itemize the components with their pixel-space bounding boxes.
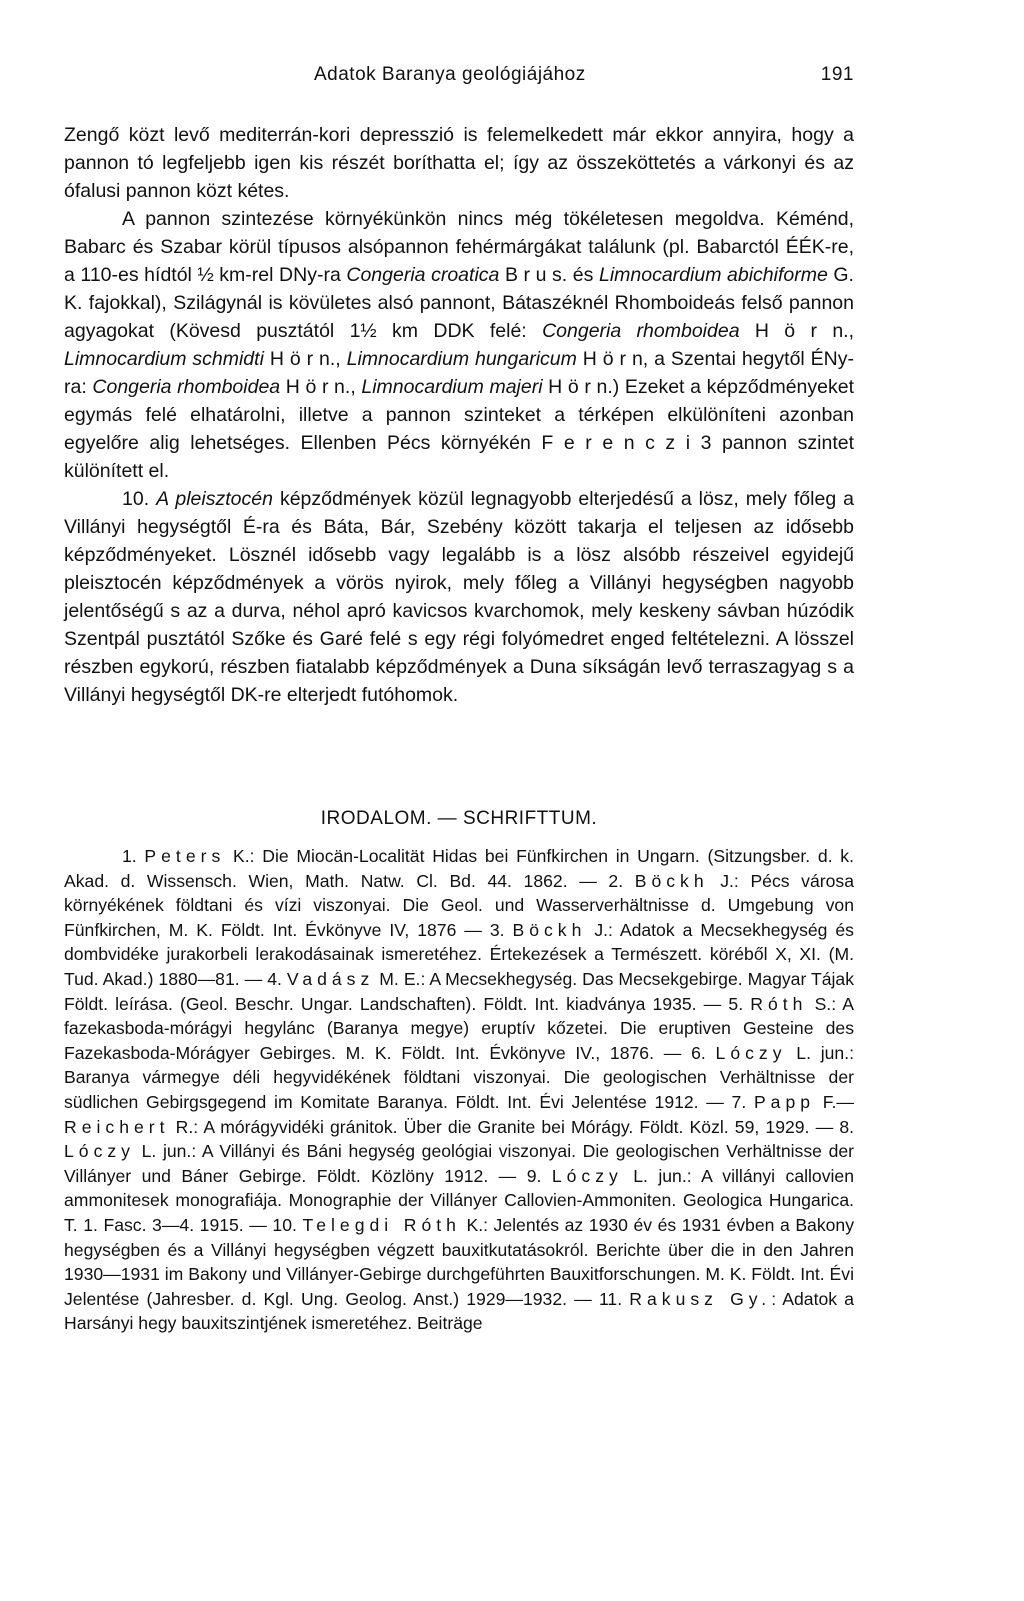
paragraph: [64, 121, 854, 205]
author-name: Papp: [753, 1091, 816, 1112]
text-segment: G. K. fajokkal), Szilágynál is kövületes alsó pannont, Bátaszéknél Rhomboideás felső pannon agyagokat (Kövesd pusztától 1½ km DDK felé:: [64, 264, 854, 342]
italic-text: Limnocardium abichiforme: [598, 264, 828, 286]
page-number: 191: [820, 64, 854, 85]
italic-text: Congeria rhomboidea: [92, 376, 281, 398]
italic-text: Congeria rhomboidea: [542, 320, 740, 342]
reference-text: L. jun.: Baranya vármegye déli hegyvidékének földtani viszonyai. Die geologischen Verhältnisse der südlichen Gebirgsgegend im Komitate Baranya. Földt. Int. Évi Jelentése 1912. — 7.: [64, 1042, 854, 1112]
running-title: Adatok Baranya geológiájához: [314, 64, 586, 85]
text-segment: H ö r n, a Szentai hegytől ÉNy-ra:: [64, 348, 854, 398]
text-segment: H ö r n.,: [280, 376, 362, 398]
text-segment: H ö r n.) Ezeket a képződményeket egymás felé elhatárolni, illetve a pannon szinteket a térképen elkülöníteni azonban egyelőre alig lehetséges. Ellenben Pécs környékén F e r e n c z i 3 pannon szintet különített el.: [64, 376, 854, 482]
body-text: [64, 121, 854, 709]
italic-text: A pleisztocén: [156, 488, 273, 510]
paragraph: [64, 485, 854, 709]
section-title: IRODALOM. — SCHRIFTTUM.: [320, 808, 598, 829]
reference-text: R.: A mórágyvidéki gránitok. Über die Granite bei Mórágy. Földt. Közl. 59, 1929. — 8.: [169, 1116, 854, 1137]
text-segment: képződmények közül legnagyobb elterjedésű a lösz, mely főleg a Villányi hegységtől É-ra és Báta, Bár, Szebény között takarja el teljesen az idősebb képződményeket. Lösznél idősebb vagy legalább is a lösz alsóbb részeivel egyidejű pleisztocén képződmények a vörös nyirok, mely főleg a Villányi hegységben nagyobb jelentőségű s az a durva, néhol apró kavicsos kvarchomok, mely keskeny sávban húzódik Szentpál pusztától Szőke és Garé felé s egy régi folyómedret enged feltételezni. A lösszel részben egykorú, részben fiatalabb képződmények a Duna síkságán levő terraszagyag s a Villányi hegységtől DK-re elterjedt futóhomok.: [64, 488, 855, 706]
italic-text: Limnocardium hungaricum: [346, 348, 577, 370]
paragraph: [64, 205, 854, 485]
author-name: Böckh: [634, 870, 709, 891]
running-header: [64, 64, 854, 94]
author-name: Rakusz Gy.: [629, 1288, 772, 1309]
text-segment: B r u s. és: [499, 264, 599, 286]
author-name: Vadász: [286, 968, 375, 989]
reference-text: 1.: [122, 846, 145, 866]
text-segment: A pannon szintezése környékünkön nincs még tökéletesen megoldva. Kéménd, Babarc és Szabar körül típusos alsópannon fehérmárgákat találunk (pl. Babarctól ÉÉK-re, a 110-es hídtól ½ km-rel DNy-ra: [64, 208, 854, 286]
reference-text: K.: Jelentés az 1930 év és 1931 évben a Bakony hegységben és a Villányi hegységben végzett bauxitkutatásokról. Berichte über die in den Jahren 1930—1931 im Bakony und Villányer-Gebirge durchgeführten Bauxitforschungen. M. K. Földt. Int. Évi Jelentése (Jahresber. d. Kgl. Ung. Geolog. Anst.) 1929—1932. — 11.: [64, 1214, 854, 1309]
italic-text: Limnocardium majeri: [361, 376, 543, 398]
author-name: Telegdi Róth: [302, 1214, 461, 1235]
reference-text: : Adatok a Harsányi hegy bauxitszintjének ismeretéhez. Beiträge: [64, 1288, 854, 1334]
reference-text: J.: Adatok a Mecsekhegység és dombvidéke jurakorbeli lerakodásainak ismeretéhez. Értekezések a Természett. köréből X, XI. (M. Tud. Akad.) 1880—81. — 4.: [64, 919, 854, 989]
author-name: Peters: [144, 846, 226, 866]
author-name: Reichert: [64, 1116, 170, 1137]
reference-text: F.—: [815, 1091, 855, 1112]
italic-text: Limnocardium schmidti: [64, 348, 264, 370]
italic-text: Congeria croatica: [346, 264, 500, 286]
reference-text: J.: Pécs városa környékének földtani és vízi viszonyai. Die Geol. und Wasserverhältnisse d. Umgebung von Fünfkirchen, M. K. Földt. Int. Évkönyve IV, 1876 — 3.: [64, 870, 854, 940]
author-name: Böckh: [512, 919, 587, 940]
author-name: Lóczy: [715, 1042, 787, 1063]
reference-text: M. E.: A Mecsekhegység. Das Mecsekgebirge. Magyar Tájak Földt. leírása. (Geol. Beschr. Ungar. Landschaften). Földt. Int. kiadványa 1935. — 5.: [64, 968, 855, 1014]
author-name: Lóczy: [64, 1141, 135, 1162]
reference-text: S.: A fazekasboda-mórágyi hegylánc (Baranya megye) eruptív kőzetei. Die eruptiven Gesteine des Fazekasboda-Mórágyer Gebirges. M. K. Földt. Int. Évkönyve IV., 1876. — 6.: [64, 993, 854, 1063]
author-name: Róth: [750, 993, 808, 1014]
reference-text: L. jun.: A Villányi és Báni hegység geológiai viszonyai. Die geologischen Verhältnisse der Villányer und Báner Gebirge. Földt. Közlöny 1912. — 9.: [64, 1141, 854, 1186]
reference-text: L. jun.: A villányi callovien ammonitesek monografiája. Monographie der Villányer Callovien-Ammoniten. Geologica Hungarica. T. 1. Fasc. 3—4. 1915. — 10.: [64, 1165, 854, 1235]
reference-text: K.: Die Miocän-Localität Hidas bei Fünfkirchen in Ungarn. (Sitzungsber. d. k. Akad. d. Wissensch. Wien, Math. Natw. Cl. Bd. 44. 1862. — 2.: [64, 846, 854, 891]
text-segment: Zengő közt levő mediterrán-kori depresszió is felemelkedett már ekkor annyira, hogy a pannon tó legfeljebb igen kis részét boríthatta el; így az összeköttetés a várkonyi és az ófalusi pannon közt kétes.: [64, 124, 854, 202]
author-name: Lóczy: [551, 1165, 623, 1186]
text-segment: 10.: [122, 488, 157, 510]
text-segment: H ö r n.,: [739, 320, 855, 342]
text-segment: H ö r n.,: [263, 348, 347, 370]
references-list: [64, 844, 854, 1336]
